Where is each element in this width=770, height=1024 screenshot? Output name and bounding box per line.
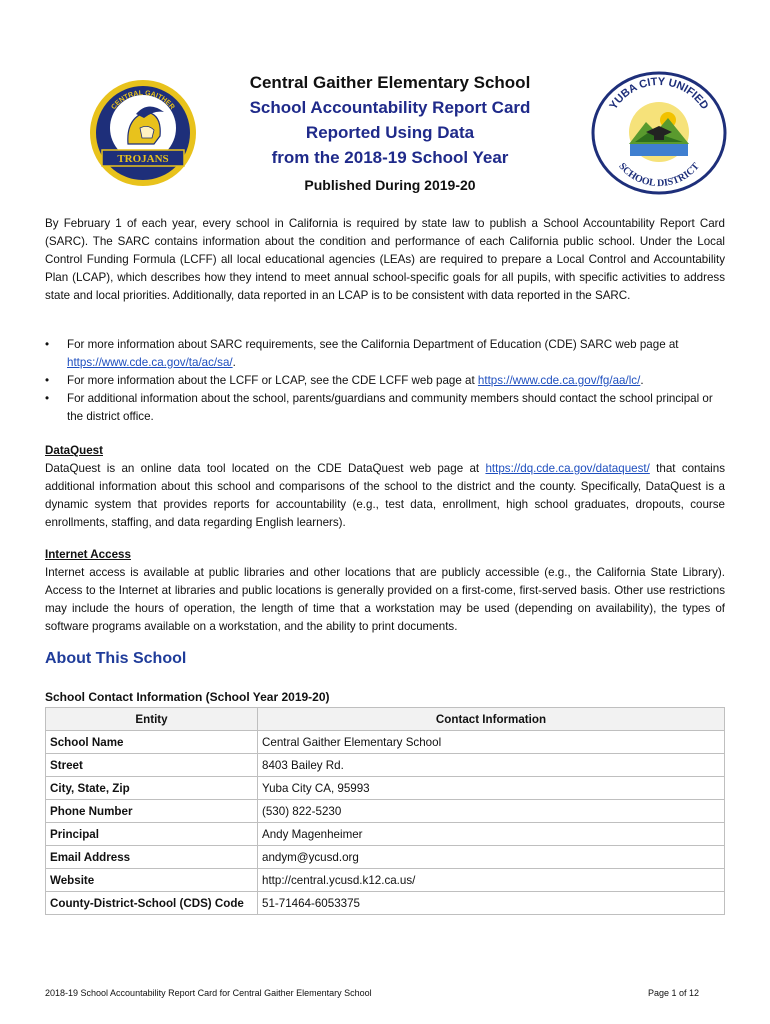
value-cell: 51-71464-6053375 [258,892,725,915]
info-bullet-list [45,336,725,426]
contact-table-caption: School Contact Information (School Year 2019-20) [45,690,330,704]
intro-paragraph: By February 1 of each year, every school in California is required by state law to publish a School Accountability Report Card (SARC). The SARC contains information about the condition and performance of each California public school. Under the Local Control Funding Formula (LCFF) all local educational agencies (LEAs) are required to prepare a Local Control and Accountability Plan (LCAP), which describes how they intend to meet annual school-specific goals for all pupils, with specific activities to address state and local priorities. Additionally, data reported in an LCAP is to be consistent with data reported in the SARC. [45,217,725,302]
yuba-city-unified-logo [590,70,728,196]
bullet-marker: • [45,338,50,351]
title-block [220,70,560,196]
school-year-title: from the 2018-19 School Year [271,148,509,167]
table-row [46,869,725,892]
school-contact-table [45,707,725,915]
bullet-punct: . [232,356,236,369]
entity-cell: Street [46,754,258,777]
table-header-row [46,708,725,731]
value-cell: 8403 Bailey Rd. [258,754,725,777]
left-logo-banner-text: TROJANS [117,153,169,165]
mountain-graduation-cap-icon [629,102,689,162]
table-row [46,823,725,846]
dataquest-link[interactable]: https://dq.cde.ca.gov/dataquest/ [485,462,650,475]
right-logo-bottom-text: SCHOOL DISTRICT [616,160,702,190]
bullet-marker: • [45,374,50,387]
list-item [45,372,725,390]
reported-using-title: Reported Using Data [305,123,475,142]
list-item [45,390,725,426]
entity-cell: City, State, Zip [46,777,258,800]
entity-cell: Phone Number [46,800,258,823]
footer-document-title: 2018-19 School Accountability Report Card for Central Gaither Elementary School [45,988,372,998]
table-row [46,731,725,754]
left-logo-arc-text: CENTRAL GAITHER [110,89,176,112]
column-header-contact: Contact Information [258,708,725,731]
table-row [46,800,725,823]
bullet-text: For more information about the LCFF or LCAP, see the CDE LCFF web page at [67,374,478,387]
email-value-cell[interactable]: andym@ycusd.org [258,846,725,869]
internet-access-section [45,546,725,636]
entity-cell: Principal [46,823,258,846]
value-cell: Yuba City CA, 95993 [258,777,725,800]
entity-cell: Email Address [46,846,258,869]
list-item [45,336,725,372]
right-logo-top-text: YUBA CITY UNIFIED [607,75,711,112]
value-cell: Central Gaither Elementary School [258,731,725,754]
internet-access-text: Internet access is available at public libraries and other locations that are publicly accessible (e.g., the California State Library). Access to the Internet at libraries and public locations is generally provided on a first-come, first-served basis. Other use restrictions may include the hours of operation, the length of time that a workstation may be used (depending on availability), the types of software programs available on a workstation, and the ability to print documents. [45,566,725,633]
table-row [46,892,725,915]
entity-cell: Website [46,869,258,892]
lcff-link[interactable]: https://www.cde.ca.gov/fg/aa/lc/ [477,374,641,387]
table-row [46,777,725,800]
website-value-cell[interactable]: http://central.ycusd.k12.ca.us/ [258,869,725,892]
bullet-text: For more information about SARC requirements, see the California Department of Education (CDE) SARC web page at [67,338,679,351]
dataquest-heading: DataQuest [45,444,103,457]
column-header-entity: Entity [46,708,258,731]
dataquest-text-after: that contains additional information about this school and comparisons of the school to the district and the county. Specifically, DataQuest is a dynamic system that provides reports for accountability (e.g., test data, enrollment, high school graduates, dropouts, course enrollments, staffing, and data regarding English learners). [45,462,725,529]
bullet-punct: . [640,374,644,387]
about-school-heading: About This School [45,650,187,667]
internet-access-heading: Internet Access [45,548,131,561]
entity-cell: School Name [46,731,258,754]
sarc-link[interactable]: https://www.cde.ca.gov/ta/ac/sa/ [67,356,233,369]
school-name-title: Central Gaither Elementary School [249,73,531,92]
bullet-text: For additional information about the school, parents/guardians and community members should contact the school principal or the district office. [67,392,713,423]
report-title: School Accountability Report Card [249,98,531,117]
dataquest-section [45,442,725,532]
bullet-marker: • [45,392,50,405]
entity-cell: County-District-School (CDS) Code [46,892,258,915]
table-row [46,754,725,777]
published-title: Published During 2019-20 [304,177,476,193]
value-cell: Andy Magenheimer [258,823,725,846]
value-cell: (530) 822-5230 [258,800,725,823]
footer-page-number: Page 1 of 12 [648,988,700,998]
central-gaither-trojans-logo [88,78,198,188]
table-row [46,846,725,869]
dataquest-text-before: DataQuest is an online data tool located on the CDE DataQuest web page at [45,462,486,475]
